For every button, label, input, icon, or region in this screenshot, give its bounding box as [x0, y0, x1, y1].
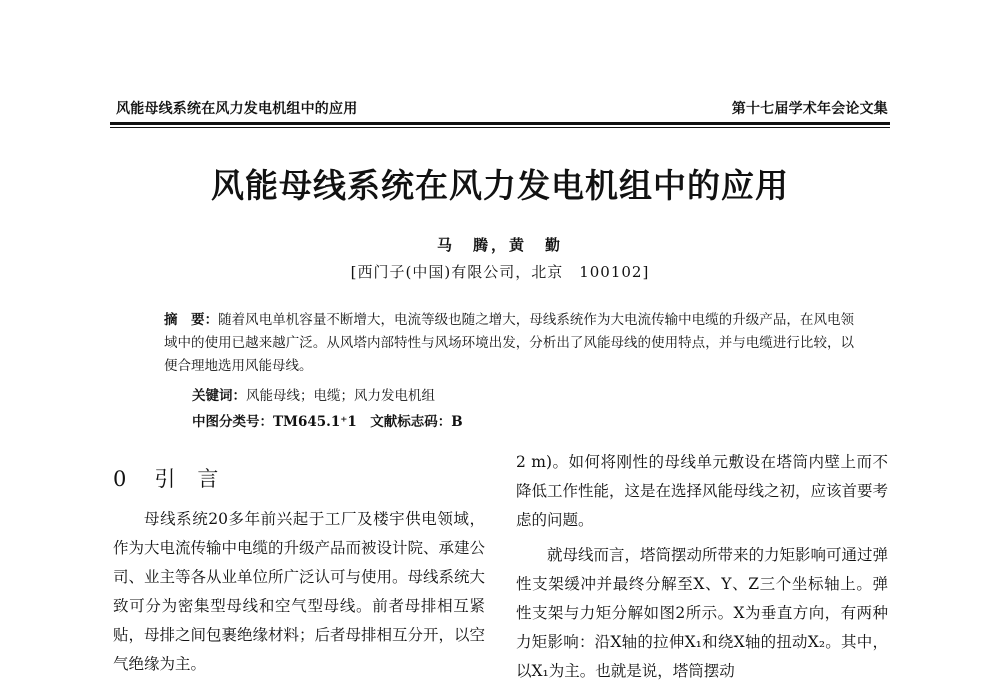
running-header-proceedings: 第十七届学术年会论文集 [731, 101, 888, 117]
right-column [516, 448, 888, 686]
abstract-label: 摘 要： [164, 312, 219, 328]
classification-line [192, 410, 463, 430]
keywords-line [192, 384, 435, 404]
header-rule-thin [110, 127, 890, 128]
abstract [164, 309, 854, 378]
section-title-char-1: 引 [154, 467, 178, 491]
keywords-value: 风能母线；电缆；风力发电机组 [246, 388, 435, 404]
classification-label: 中图分类号： [192, 414, 273, 430]
right-paragraph-1: 2 m)。如何将刚性的母线单元敷设在塔筒内壁上而不降低工作性能，这是在选择风能母线之初，应该首要考虑的问题。 [516, 453, 889, 529]
affiliation: [西门子(中国)有限公司，北京 100102] [350, 263, 650, 281]
right-paragraph-2: 就母线而言，塔筒摆动所带来的力矩影响可通过弹性支架缓冲并最终分解至X、Y、Z三个坐标轴上。弹性支架与力矩分解如图2所示。X为垂直方向，有两种力矩影响：沿X轴的拉伸X₁和绕X轴的扭动X₂。其中，以X₁为主。也就是说，塔筒摆动 [516, 546, 889, 680]
keywords-label: 关键词： [192, 388, 246, 404]
header-rule-thick [110, 122, 890, 125]
authors: 马 腾，黄 勤 [436, 236, 563, 254]
running-header-title: 风能母线系统在风力发电机组中的应用 [116, 101, 358, 117]
section-title-char-2: 言 [197, 467, 221, 491]
left-column [113, 505, 485, 679]
left-paragraph-1: 母线系统20多年前兴起于工厂及楼宇供电领域，作为大电流传输中电缆的升级产品而被设计院、承建公司、业主等各从业单位所广泛认可与使用。母线系统大致可分为密集型母线和空气型母线。前者母排相互紧贴，母排之间包裹绝缘材料；后者母排相互分开，以空气绝缘为主。 [113, 510, 486, 673]
abstract-text: 随着风电单机容量不断增大，电流等级也随之增大，母线系统作为大电流传输中电缆的升级产品，在风电领域中的使用已越来越广泛。从风塔内部特性与风场环境出发，分析出了风能母线的使用特点，并与电缆进行比较，以便合理地选用风能母线。 [164, 312, 855, 374]
paper-title: 风能母线系统在风力发电机组中的应用 [211, 166, 789, 205]
classification-value: TM645.1⁺1 文献标志码：B [273, 414, 463, 430]
section-number: 0 [113, 467, 129, 491]
section-heading [113, 463, 220, 493]
